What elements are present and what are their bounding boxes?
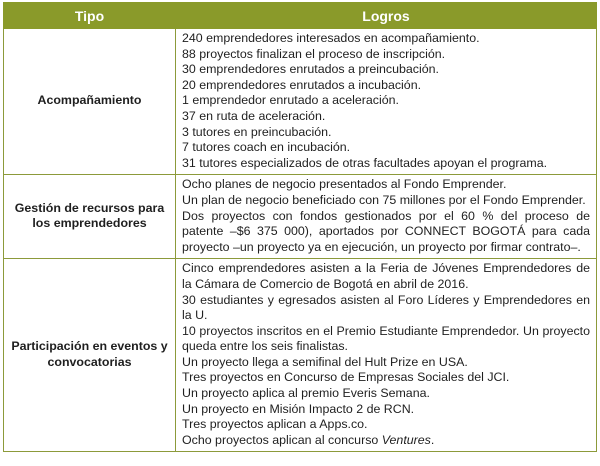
logro-item: 30 emprendedores enrutados a preincubación.: [182, 62, 439, 77]
logro-item: Un proyecto aplica al premio Everis Semana.: [182, 386, 430, 401]
logro-item: 3 tutores en preincubación.: [182, 124, 332, 139]
logro-item: 20 emprendedores enrutados a incubación.: [182, 77, 422, 92]
logro-item: 30 estudiantes y egresados asisten al Foro Líderes y Emprendedores en la U.: [182, 292, 590, 323]
logro-item: Ocho planes de negocio presentados al Fondo Emprender.: [182, 177, 507, 192]
logro-item: Dos proyectos con fondos gestionados por el 60 % del proceso de patente –$6 375 000), aportados por CONNECT BOGOTÁ para cada proyecto –un proyecto ya en ejecución, un proyecto por firmar contrato–.: [182, 208, 590, 254]
logro-item-last: [182, 433, 590, 449]
table-row: [4, 259, 597, 452]
tipo-label-line: convocatorias: [47, 354, 132, 369]
table-row: [4, 175, 597, 259]
logro-item: Un proyecto llega a semifinal del Hult Prize en USA.: [182, 354, 468, 369]
logro-item: 31 tutores especializados de otras facultades apoyan el programa.: [182, 155, 548, 170]
logros-gestion-recursos: [176, 175, 597, 259]
logros-acompanamiento: [176, 29, 597, 175]
logro-item: 240 emprendedores interesados en acompañamiento.: [182, 31, 480, 45]
logro-text: Ocho proyectos aplican al concurso: [182, 432, 382, 447]
logro-item: 7 tutores coach en incubación.: [182, 140, 351, 155]
logro-item: Cinco emprendedores asisten a la Feria de Jóvenes Emprendedores de la Cámara de Comercio de Bogotá en abril de 2016.: [182, 261, 590, 291]
header-tipo: Tipo: [4, 3, 176, 29]
ventures-italic: Ventures: [381, 432, 431, 447]
tipo-label-line: Gestión de recursos para: [14, 200, 165, 215]
tipo-participacion-eventos: [4, 259, 176, 452]
tipo-gestion-recursos: [4, 175, 176, 259]
table-row: [4, 29, 597, 175]
logro-period: .: [430, 432, 435, 447]
logros-participacion-eventos: [176, 259, 597, 452]
tipo-label-line: los emprendedores: [32, 216, 147, 231]
logro-item: 10 proyectos inscritos en el Premio Estudiante Emprendedor. Un proyecto queda entre los seis finalistas.: [182, 323, 590, 354]
header-logros: Logros: [176, 3, 597, 29]
tipo-label-line: Participación en eventos y: [11, 339, 168, 354]
logro-item: 37 en ruta de aceleración.: [182, 108, 326, 123]
logro-item: 1 emprendedor enrutado a aceleración.: [182, 93, 399, 108]
logro-item: Un plan de negocio beneficiado con 75 millones por el Fondo Emprender.: [182, 192, 586, 207]
logro-item: Un proyecto en Misión Impacto 2 de RCN.: [182, 401, 415, 416]
logro-item: Tres proyectos aplican a Apps.co.: [182, 417, 368, 432]
achievements-table: [3, 2, 597, 452]
tipo-acompanamiento: Acompañamiento: [4, 29, 176, 175]
logro-item: Tres proyectos en Concurso de Empresas Sociales del JCI.: [182, 370, 510, 385]
table-header-row: [4, 3, 597, 29]
logro-item: 88 proyectos finalizan el proceso de inscripción.: [182, 46, 446, 61]
